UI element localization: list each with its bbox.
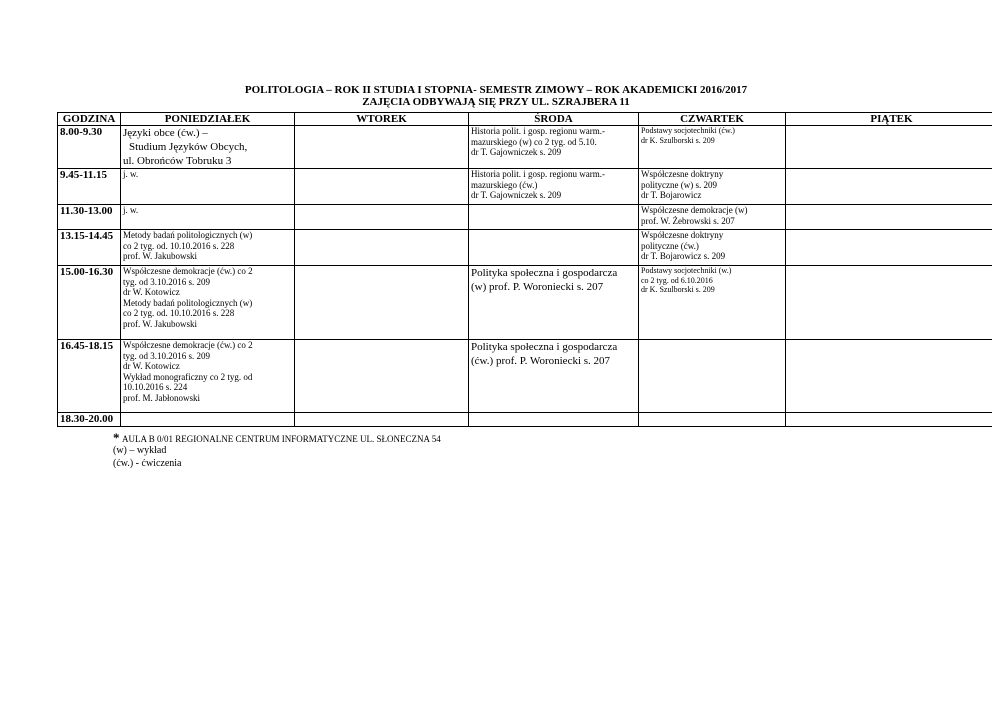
friday-cell: [786, 413, 992, 427]
thursday-cell: [639, 169, 786, 205]
tuesday-cell: [295, 126, 469, 169]
cell-line: Historia polit. i gosp. regionu warm.-: [471, 126, 605, 136]
time-cell: 9.45-11.15: [58, 169, 121, 205]
cell-line: (ćw.) prof. P. Woroniecki s. 207: [471, 355, 611, 367]
cell-line: Historia polit. i gosp. regionu warm.-: [471, 169, 605, 179]
cell-line: Podstawy socjotechniki (w.): [641, 266, 732, 275]
cell-line: (w) prof. P. Woroniecki s. 207: [471, 281, 604, 293]
col-header-poniedzialek: PONIEDZIAŁEK: [121, 113, 295, 126]
wednesday-cell: [469, 340, 639, 413]
col-header-czwartek: CZWARTEK: [639, 113, 786, 126]
table-row: [58, 266, 992, 340]
table-row: [58, 230, 992, 266]
cell-line: dr T. Bojarowicz: [641, 190, 702, 200]
cell-line: co 2 tyg. od. 10.10.2016 s. 228: [123, 240, 235, 251]
monday-cell: [121, 413, 295, 427]
cell-line: polityczne (ćw.): [641, 240, 699, 251]
cell-line: prof. W. Jakubowski: [123, 251, 197, 261]
cell-line: Współczesne demokracje (w): [641, 205, 748, 215]
header-row: [58, 113, 992, 126]
cell-line: Współczesne demokracje (ćw.) co 2: [123, 340, 253, 350]
monday-cell: [121, 205, 295, 230]
cell-line: Podstawy socjotechniki (ćw.): [641, 126, 735, 135]
cell-line: tyg. od 3.10.2016 s. 209: [123, 350, 211, 361]
footnote-text: AULA B 0/01 REGIONALNE CENTRUM INFORMATYCZNE UL. SŁONECZNA 54: [122, 434, 441, 444]
table-row: [58, 126, 992, 169]
cell-line: Studium Języków Obcych,: [129, 141, 248, 153]
cell-line: prof. M. Jabłonowski: [123, 392, 200, 403]
thursday-cell: [639, 205, 786, 230]
friday-cell: [786, 266, 992, 340]
asterisk-mark: *: [113, 430, 120, 445]
wednesday-cell: [469, 266, 639, 340]
schedule-table: [57, 112, 992, 427]
col-header-godzina: GODZINA: [58, 113, 121, 126]
cell-line: dr T. Gajowniczek s. 209: [471, 147, 562, 157]
cell-line: Języki obce (ćw.) –: [123, 127, 208, 139]
cell-line: polityczne (w) s. 209: [641, 179, 717, 190]
friday-cell: [786, 169, 992, 205]
time-cell: 16.45-18.15: [58, 340, 121, 413]
tuesday-cell: [295, 169, 469, 205]
wednesday-cell: [469, 126, 639, 169]
thursday-cell: [639, 266, 786, 340]
cell-line: j. w.: [123, 205, 139, 215]
cell-line: co 2 tyg. od. 10.10.2016 s. 228: [123, 308, 235, 318]
cell-line: prof. W. Żebrowski s. 207: [641, 215, 735, 226]
cell-line: 10.10.2016 s. 224: [123, 382, 188, 392]
tuesday-cell: [295, 205, 469, 230]
tuesday-cell: [295, 266, 469, 340]
monday-cell: [121, 230, 295, 266]
tuesday-cell: [295, 413, 469, 427]
table-row: [58, 169, 992, 205]
document-subtitle: ZAJĘCIA ODBYWAJĄ SIĘ PRZY UL. SZRAJBERA 11: [362, 96, 630, 108]
cell-line: Metody badań politologicznych (w): [123, 297, 253, 308]
col-header-piatek: PIĄTEK: [786, 113, 992, 126]
col-header-wtorek: WTOREK: [295, 113, 469, 126]
cell-line: dr T. Gajowniczek s. 209: [471, 190, 562, 200]
time-cell: 13.15-14.45: [58, 230, 121, 266]
legend-lecture: (w) – wykład: [113, 445, 167, 456]
monday-cell: [121, 169, 295, 205]
friday-cell: [786, 126, 992, 169]
thursday-cell: [639, 230, 786, 266]
monday-cell: [121, 266, 295, 340]
cell-line: dr T. Bojarowicz s. 209: [641, 251, 726, 261]
cell-line: Wykład monograficzny co 2 tyg. od: [123, 371, 253, 382]
thursday-cell: [639, 126, 786, 169]
legend-exercise: (ćw.) - ćwiczenia: [113, 458, 182, 469]
cell-line: Metody badań politologicznych (w): [123, 230, 253, 240]
wednesday-cell: [469, 230, 639, 266]
footnote: [113, 432, 441, 446]
time-cell: 18.30-20.00: [58, 413, 121, 427]
document-title: POLITOLOGIA – ROK II STUDIA I STOPNIA- SEMESTR ZIMOWY – ROK AKADEMICKI 2016/2017: [244, 84, 748, 96]
monday-cell: [121, 126, 295, 169]
col-header-sroda: ŚRODA: [469, 113, 639, 126]
time-cell: 15.00-16.30: [58, 266, 121, 340]
cell-line: Polityka społeczna i gospodarcza: [471, 267, 618, 279]
wednesday-cell: [469, 205, 639, 230]
cell-line: mazurskiego (ćw.): [471, 179, 538, 190]
cell-line: mazurskiego (w) co 2 tyg. od 5.10.: [471, 136, 597, 147]
cell-line: Polityka społeczna i gospodarcza: [471, 341, 618, 353]
cell-line: dr W. Kotowicz: [123, 287, 180, 297]
friday-cell: [786, 340, 992, 413]
cell-line: dr K. Szulborski s. 209: [641, 285, 715, 294]
cell-line: prof. W. Jakubowski: [123, 318, 197, 329]
tuesday-cell: [295, 230, 469, 266]
wednesday-cell: [469, 413, 639, 427]
cell-line: j. w.: [123, 169, 139, 179]
tuesday-cell: [295, 340, 469, 413]
friday-cell: [786, 205, 992, 230]
thursday-cell: [639, 340, 786, 413]
wednesday-cell: [469, 169, 639, 205]
cell-line: Współczesne demokracje (ćw.) co 2: [123, 266, 253, 276]
cell-line: dr W. Kotowicz: [123, 361, 180, 371]
cell-line: dr K. Szulborski s. 209: [641, 135, 715, 145]
monday-cell: [121, 340, 295, 413]
table-row: [58, 413, 992, 427]
cell-line: tyg. od 3.10.2016 s. 209: [123, 276, 211, 287]
cell-line: Współczesne doktryny: [641, 230, 724, 240]
table-row: [58, 340, 992, 413]
friday-cell: [786, 230, 992, 266]
cell-line: Współczesne doktryny: [641, 169, 724, 179]
time-cell: 11.30-13.00: [58, 205, 121, 230]
thursday-cell: [639, 413, 786, 427]
cell-line: co 2 tyg. od 6.10.2016: [641, 275, 713, 285]
cell-line: ul. Obrońców Tobruku 3: [123, 155, 232, 167]
table-row: [58, 205, 992, 230]
time-cell: 8.00-9.30: [58, 126, 121, 169]
